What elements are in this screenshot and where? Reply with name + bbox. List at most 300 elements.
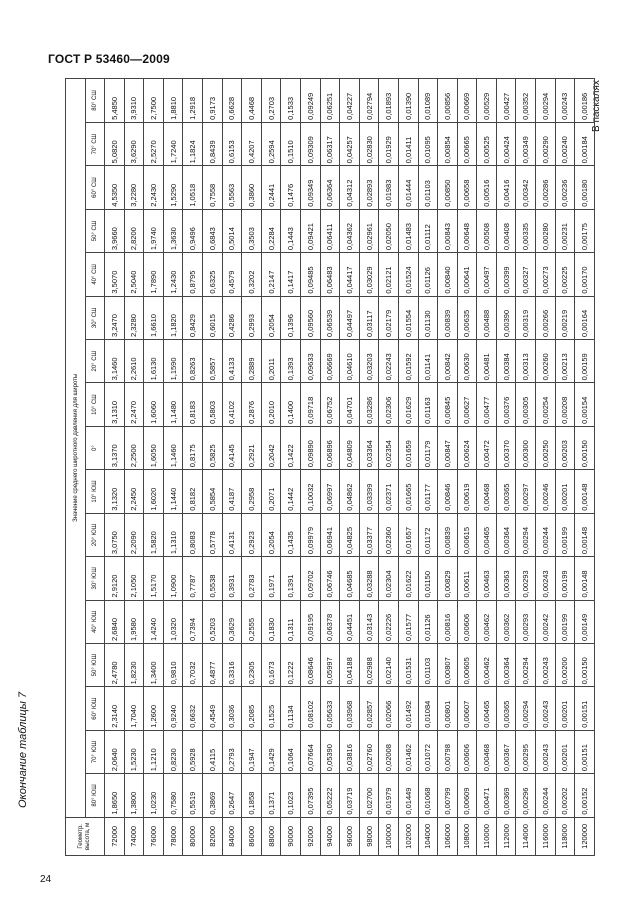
pressure-cell: 0,01150	[418, 557, 438, 600]
pressure-cell: 0,1311	[281, 600, 301, 643]
pressure-cell: 2,9120	[105, 557, 125, 600]
pressure-cell: 1,6060	[144, 383, 164, 426]
pressure-cell: 0,8429	[183, 296, 203, 339]
table-row	[359, 79, 379, 856]
pressure-cell: 0,5857	[202, 340, 222, 383]
pressure-cell: 0,3931	[222, 557, 242, 600]
pressure-cell: 3,9660	[105, 209, 125, 252]
pressure-cell: 2,3280	[124, 296, 144, 339]
pressure-cell: 0,00349	[516, 122, 536, 165]
latitude-column-header: 50° ЮШ	[86, 643, 105, 686]
latitude-column-header: 40° СШ	[86, 253, 105, 296]
pressure-cell: 0,02066	[379, 687, 399, 730]
pressure-cell: 0,00856	[438, 79, 458, 123]
pressure-cell: 2,6840	[105, 600, 125, 643]
altitude-header: Геометр. высота, м	[66, 817, 105, 855]
pressure-cell: 2,7500	[144, 79, 164, 123]
pressure-cell: 0,00254	[536, 383, 556, 426]
pressure-cell: 0,09560	[300, 296, 320, 339]
pressure-cell: 0,01141	[418, 340, 438, 383]
pressure-cell: 0,7394	[183, 600, 203, 643]
pressure-cell: 0,00243	[536, 687, 556, 730]
pressure-cell: 0,00200	[555, 643, 575, 686]
pressure-cell: 1,7240	[163, 122, 183, 165]
pressure-cell: 0,05997	[320, 643, 340, 686]
pressure-cell: 0,00516	[477, 166, 497, 209]
pressure-cell: 0,02371	[379, 470, 399, 513]
pressure-cell: 0,2647	[222, 774, 242, 817]
table-row	[496, 79, 516, 856]
pressure-cell: 2,2470	[124, 383, 144, 426]
pressure-cell: 0,02306	[379, 383, 399, 426]
pressure-cell: 0,00799	[438, 774, 458, 817]
pressure-cell: 0,4115	[202, 730, 222, 773]
pressure-cell: 0,4468	[242, 79, 262, 123]
pressure-cell: 0,00384	[496, 340, 516, 383]
pressure-cell: 0,00242	[536, 600, 556, 643]
pressure-cell: 0,2889	[242, 340, 262, 383]
pressure-cell: 0,00465	[477, 513, 497, 556]
table-row	[555, 79, 575, 856]
latitude-column-header: 70° ЮШ	[86, 730, 105, 773]
pressure-cell: 0,5519	[183, 774, 203, 817]
pressure-cell: 0,8263	[183, 340, 203, 383]
pressure-cell: 0,00152	[575, 774, 595, 817]
pressure-cell: 0,4877	[202, 643, 222, 686]
pressure-cell: 0,00260	[536, 340, 556, 383]
pressure-cell: 0,00231	[555, 209, 575, 252]
pressure-cell: 0,2793	[222, 730, 242, 773]
pressure-cell: 0,00416	[496, 166, 516, 209]
pressure-cell: 0,3036	[222, 687, 242, 730]
pressure-cell: 0,00468	[477, 470, 497, 513]
pressure-cell: 1,1210	[144, 730, 164, 773]
pressure-cell: 0,1371	[261, 774, 281, 817]
pressure-cell: 0,09718	[300, 383, 320, 426]
pressure-cell: 0,01893	[379, 79, 399, 123]
pressure-cell: 0,2071	[261, 470, 281, 513]
pressure-cell: 0,00244	[536, 513, 556, 556]
pressure-cell: 0,07664	[300, 730, 320, 773]
pressure-cell: 0,2054	[261, 296, 281, 339]
pressure-cell: 1,0518	[183, 166, 203, 209]
latitude-column-header: 60° СШ	[86, 166, 105, 209]
pressure-cell: 0,5563	[222, 166, 242, 209]
pressure-cell: 0,04188	[340, 643, 360, 686]
pressure-cell: 0,00847	[438, 426, 458, 469]
pressure-cell: 0,09702	[300, 557, 320, 600]
altitude-cell: 86000	[242, 817, 262, 855]
pressure-cell: 0,08646	[300, 643, 320, 686]
pressure-cell: 3,2470	[105, 296, 125, 339]
altitude-cell: 72000	[105, 817, 125, 855]
table-row	[202, 79, 222, 856]
pressure-cell: 0,3869	[202, 774, 222, 817]
pressure-cell: 0,05222	[320, 774, 340, 817]
pressure-cell: 1,3630	[163, 209, 183, 252]
pressure-cell: 0,00352	[516, 79, 536, 123]
pressure-cell: 2,2610	[124, 340, 144, 383]
pressure-cell: 0,00294	[516, 687, 536, 730]
pressure-cell: 0,00408	[496, 209, 516, 252]
table-row	[536, 79, 556, 856]
pressure-cell: 0,00627	[457, 383, 477, 426]
pressure-cell: 5,0820	[105, 122, 125, 165]
table-row	[261, 79, 281, 856]
pressure-cell: 0,01449	[398, 774, 418, 817]
pressure-cell: 0,00219	[555, 296, 575, 339]
pressure-cell: 0,00305	[516, 383, 536, 426]
pressure-cell: 0,02893	[359, 166, 379, 209]
pressure-cell: 0,1971	[261, 557, 281, 600]
pressure-cell: 0,01095	[418, 122, 438, 165]
latitude-column-header: 10° ЮШ	[86, 470, 105, 513]
pressure-cell: 0,00606	[457, 730, 477, 773]
pressure-cell: 0,00175	[575, 209, 595, 252]
pressure-cell: 1,9740	[144, 209, 164, 252]
pressure-cell: 0,05390	[320, 730, 340, 773]
pressure-cell: 0,04362	[340, 209, 360, 252]
pressure-cell: 2,1050	[124, 557, 144, 600]
pressure-cell: 0,09485	[300, 253, 320, 296]
pressure-cell: 0,04685	[340, 557, 360, 600]
pressure-cell: 3,0750	[105, 513, 125, 556]
pressure-cell: 3,1310	[105, 383, 125, 426]
pressure-cell: 0,2993	[242, 296, 262, 339]
pressure-cell: 0,01592	[398, 340, 418, 383]
pressure-cell: 2,8200	[124, 209, 144, 252]
pressure-cell: 0,03816	[340, 730, 360, 773]
pressure-cell: 3,1370	[105, 426, 125, 469]
pressure-cell: 3,5070	[105, 253, 125, 296]
pressure-cell: 0,01103	[418, 643, 438, 686]
pressure-cell: 1,5170	[144, 557, 164, 600]
latitude-column-header: 30° СШ	[86, 296, 105, 339]
pressure-cell: 0,1533	[281, 79, 301, 123]
pressure-cell: 0,00297	[516, 470, 536, 513]
pressure-cell: 0,06317	[320, 122, 340, 165]
pressure-cell: 0,1947	[242, 730, 262, 773]
pressure-cell: 0,3202	[242, 253, 262, 296]
pressure-cell: 0,00164	[575, 296, 595, 339]
pressure-cell: 0,00243	[555, 79, 575, 123]
pressure-cell: 0,2010	[261, 383, 281, 426]
pressure-cell: 1,7890	[144, 253, 164, 296]
altitude-cell: 100000	[379, 817, 399, 855]
pressure-cell: 0,03117	[359, 296, 379, 339]
latitude-column-header: 20° СШ	[86, 340, 105, 383]
pressure-cell: 0,00839	[438, 296, 458, 339]
pressure-cell: 0,4102	[222, 383, 242, 426]
pressure-cell: 5,4850	[105, 79, 125, 123]
pressure-cell: 0,02121	[379, 253, 399, 296]
altitude-cell: 118000	[555, 817, 575, 855]
altitude-cell: 82000	[202, 817, 222, 855]
pressure-cell: 0,1510	[281, 122, 301, 165]
pressure-cell: 0,00327	[516, 253, 536, 296]
pressure-cell: 0,1393	[281, 340, 301, 383]
pressure-cell: 0,01492	[398, 687, 418, 730]
pressure-cell: 0,02008	[379, 730, 399, 773]
pressure-cell: 0,00225	[555, 253, 575, 296]
pressure-cell: 1,1480	[163, 383, 183, 426]
altitude-cell: 114000	[516, 817, 536, 855]
pressure-cell: 0,3316	[222, 643, 242, 686]
pressure-cell: 0,5014	[222, 209, 242, 252]
pressure-cell: 1,1820	[163, 296, 183, 339]
latitude-column-header: 80° ЮШ	[86, 774, 105, 817]
pressure-cell: 0,01577	[398, 600, 418, 643]
pressure-cell: 1,5820	[144, 513, 164, 556]
pressure-cell: 0,02050	[379, 209, 399, 252]
pressure-cell: 0,01622	[398, 557, 418, 600]
pressure-cell: 0,00363	[496, 557, 516, 600]
pressure-cell: 2,2090	[124, 513, 144, 556]
pressure-cell: 0,00465	[477, 687, 497, 730]
pressure-cell: 0,01072	[418, 730, 438, 773]
pressure-cell: 0,00462	[477, 643, 497, 686]
pressure-cell: 0,00202	[555, 774, 575, 817]
pressure-cell: 0,4187	[222, 470, 242, 513]
pressure-cell: 0,8083	[183, 513, 203, 556]
pressure-cell: 0,1673	[261, 643, 281, 686]
pressure-cell: 0,00335	[516, 209, 536, 252]
pressure-cell: 0,00840	[438, 253, 458, 296]
pressure-cell: 0,01390	[398, 79, 418, 123]
pressure-cell: 0,00370	[496, 426, 516, 469]
pressure-cell: 0,7787	[183, 557, 203, 600]
pressure-cell: 0,3629	[222, 600, 242, 643]
pressure-cell: 0,00399	[496, 253, 516, 296]
pressure-cell: 0,00376	[496, 383, 516, 426]
page-number: 24	[40, 874, 52, 885]
pressure-cell: 0,2085	[242, 687, 262, 730]
pressure-cell: 0,6325	[202, 253, 222, 296]
pressure-cell: 0,00364	[496, 643, 516, 686]
pressure-cell: 0,1396	[281, 296, 301, 339]
pressure-cell: 0,00364	[496, 513, 516, 556]
pressure-cell: 0,00201	[555, 470, 575, 513]
pressure-cell: 0,3860	[242, 166, 262, 209]
table-row	[575, 79, 595, 856]
pressure-cell: 0,01177	[418, 470, 438, 513]
pressure-cell: 2,2500	[124, 426, 144, 469]
pressure-cell: 1,7040	[124, 687, 144, 730]
pressure-cell: 0,00199	[555, 513, 575, 556]
pressure-cell: 0,00280	[536, 209, 556, 252]
pressure-cell: 0,3503	[242, 209, 262, 252]
pressure-cell: 0,00658	[457, 166, 477, 209]
pressure-cell: 0,00151	[575, 687, 595, 730]
pressure-cell: 0,00236	[555, 166, 575, 209]
pressure-cell: 0,00342	[516, 166, 536, 209]
pressure-cell: 0,00497	[477, 253, 497, 296]
altitude-cell: 76000	[144, 817, 164, 855]
pressure-cell: 0,1222	[281, 643, 301, 686]
pressure-cell: 0,06752	[320, 383, 340, 426]
pressure-cell: 0,5803	[202, 383, 222, 426]
pressure-cell: 0,00845	[438, 383, 458, 426]
pressure-cell: 1,1590	[163, 340, 183, 383]
pressure-cell: 1,5230	[124, 730, 144, 773]
pressure-cell: 0,04610	[340, 340, 360, 383]
pressure-cell: 0,09249	[300, 79, 320, 123]
pressure-cell: 1,2918	[183, 79, 203, 123]
pressure-cell: 0,00665	[457, 122, 477, 165]
latitude-column-header: 60° ЮШ	[86, 687, 105, 730]
pressure-cell: 0,00829	[438, 557, 458, 600]
pressure-cell: 1,8650	[105, 774, 125, 817]
pressure-cell: 1,1310	[163, 513, 183, 556]
pressure-cell: 0,01444	[398, 166, 418, 209]
pressure-cell: 0,2783	[242, 557, 262, 600]
pressure-cell: 0,00843	[438, 209, 458, 252]
pressure-cell: 0,06251	[320, 79, 340, 123]
pressure-cell: 0,2921	[242, 426, 262, 469]
pressure-cell: 0,04417	[340, 253, 360, 296]
altitude-cell: 106000	[438, 817, 458, 855]
pressure-cell: 0,06896	[320, 426, 340, 469]
pressure-cell: 0,03029	[359, 253, 379, 296]
pressure-cell: 0,2305	[242, 643, 262, 686]
pressure-cell: 0,4579	[222, 253, 242, 296]
document-header: ГОСТ Р 53460—2009	[48, 52, 170, 66]
pressure-cell: 0,00148	[575, 470, 595, 513]
pressure-cell: 0,8795	[183, 253, 203, 296]
pressure-cell: 3,6290	[124, 122, 144, 165]
table-row	[320, 79, 340, 856]
table-row	[124, 79, 144, 856]
pressure-cell: 2,3140	[105, 687, 125, 730]
pressure-cell: 0,4131	[222, 513, 242, 556]
pressure-cell: 0,00619	[457, 470, 477, 513]
pressure-cell: 0,7580	[163, 774, 183, 817]
table-row	[516, 79, 536, 856]
pressure-cell: 0,00367	[496, 730, 516, 773]
pressure-cell: 0,00635	[457, 296, 477, 339]
pressure-cell: 0,06746	[320, 557, 340, 600]
pressure-cell: 1,8810	[163, 79, 183, 123]
pressure-cell: 0,02794	[359, 79, 379, 123]
pressure-cell: 0,1830	[261, 600, 281, 643]
units-note: В паскалях	[591, 80, 602, 132]
pressure-cell: 0,02179	[379, 296, 399, 339]
pressure-cell: 1,6610	[144, 296, 164, 339]
pressure-cell: 1,1824	[183, 122, 203, 165]
pressure-cell: 0,00290	[536, 122, 556, 165]
pressure-cell: 0,2042	[261, 426, 281, 469]
pressure-cell: 0,00481	[477, 340, 497, 383]
pressure-cell: 0,01068	[418, 774, 438, 817]
pressure-cell: 0,05633	[320, 687, 340, 730]
pressure-cell: 0,2441	[261, 166, 281, 209]
pressure-cell: 0,02857	[359, 687, 379, 730]
pressure-cell: 0,00427	[496, 79, 516, 123]
pressure-cell: 0,00208	[555, 383, 575, 426]
pressure-cell: 0,00213	[555, 340, 575, 383]
pressure-cell: 0,01163	[418, 383, 438, 426]
pressure-cell: 0,00148	[575, 513, 595, 556]
pressure-cell: 1,0230	[144, 774, 164, 817]
pressure-cell: 0,5778	[202, 513, 222, 556]
altitude-cell: 96000	[340, 817, 360, 855]
pressure-cell: 0,9496	[183, 209, 203, 252]
pressure-cell: 0,1435	[281, 513, 301, 556]
table-row	[379, 79, 399, 856]
pressure-cell: 0,00854	[438, 122, 458, 165]
pressure-cell: 2,2430	[144, 166, 164, 209]
pressure-cell: 0,00615	[457, 513, 477, 556]
latitude-column-header: 30° ЮШ	[86, 557, 105, 600]
table-row	[340, 79, 360, 856]
pressure-cell: 0,04257	[340, 122, 360, 165]
pressure-cell: 0,01629	[398, 383, 418, 426]
pressure-cell: 0,8175	[183, 426, 203, 469]
altitude-cell: 120000	[575, 817, 595, 855]
pressure-cell: 1,8230	[124, 643, 144, 686]
latitude-column-header: 10° СШ	[86, 383, 105, 426]
pressure-cell: 0,01983	[379, 166, 399, 209]
pressure-cell: 1,6130	[144, 340, 164, 383]
pressure-cell: 0,2703	[261, 79, 281, 123]
latitude-column-header: 80° СШ	[86, 79, 105, 123]
latitude-group-header: Значение среднего широтного давления для широты	[66, 79, 86, 818]
pressure-cell: 0,01130	[418, 296, 438, 339]
pressure-cell: 0,03288	[359, 557, 379, 600]
pressure-cell: 0,1525	[261, 687, 281, 730]
pressure-cell: 0,2958	[242, 470, 262, 513]
pressure-cell: 0,2876	[242, 383, 262, 426]
table-row	[144, 79, 164, 856]
pressure-cell: 0,00462	[477, 600, 497, 643]
pressure-cell: 0,00243	[536, 643, 556, 686]
pressure-cell: 0,00807	[438, 643, 458, 686]
pressure-cell: 0,01929	[379, 122, 399, 165]
pressure-cell: 0,01084	[418, 687, 438, 730]
pressure-cell: 0,04451	[340, 600, 360, 643]
pressure-cell: 0,00293	[516, 600, 536, 643]
pressure-cell: 0,00471	[477, 774, 497, 817]
pressure-cell: 0,00641	[457, 253, 477, 296]
pressure-cell: 0,03719	[340, 774, 360, 817]
pressure-cell: 0,00369	[496, 774, 516, 817]
pressure-cell: 0,00630	[457, 340, 477, 383]
pressure-cell: 3,1460	[105, 340, 125, 383]
latitude-column-header: 50° СШ	[86, 209, 105, 252]
altitude-cell: 98000	[359, 817, 379, 855]
pressure-cell: 1,0900	[163, 557, 183, 600]
pressure-cell: 0,00149	[575, 600, 595, 643]
table-row	[457, 79, 477, 856]
pressure-cell: 0,1134	[281, 687, 301, 730]
pressure-cell: 0,00246	[536, 470, 556, 513]
pressure-cell: 0,01657	[398, 513, 418, 556]
pressure-cell: 0,2147	[261, 253, 281, 296]
pressure-cell: 0,2054	[261, 513, 281, 556]
table-row	[222, 79, 242, 856]
pressure-cell: 1,4240	[144, 600, 164, 643]
pressure-cell: 0,00295	[516, 730, 536, 773]
pressure-cell: 0,04809	[340, 426, 360, 469]
pressure-cell: 0,09349	[300, 166, 320, 209]
pressure-cell: 1,3400	[144, 643, 164, 686]
pressure-cell: 0,00159	[575, 340, 595, 383]
pressure-cell: 0,01665	[398, 470, 418, 513]
pressure-cell: 0,09195	[300, 600, 320, 643]
altitude-cell: 92000	[300, 817, 320, 855]
pressure-cell: 0,00365	[496, 687, 516, 730]
pressure-cell: 0,00151	[575, 730, 595, 773]
